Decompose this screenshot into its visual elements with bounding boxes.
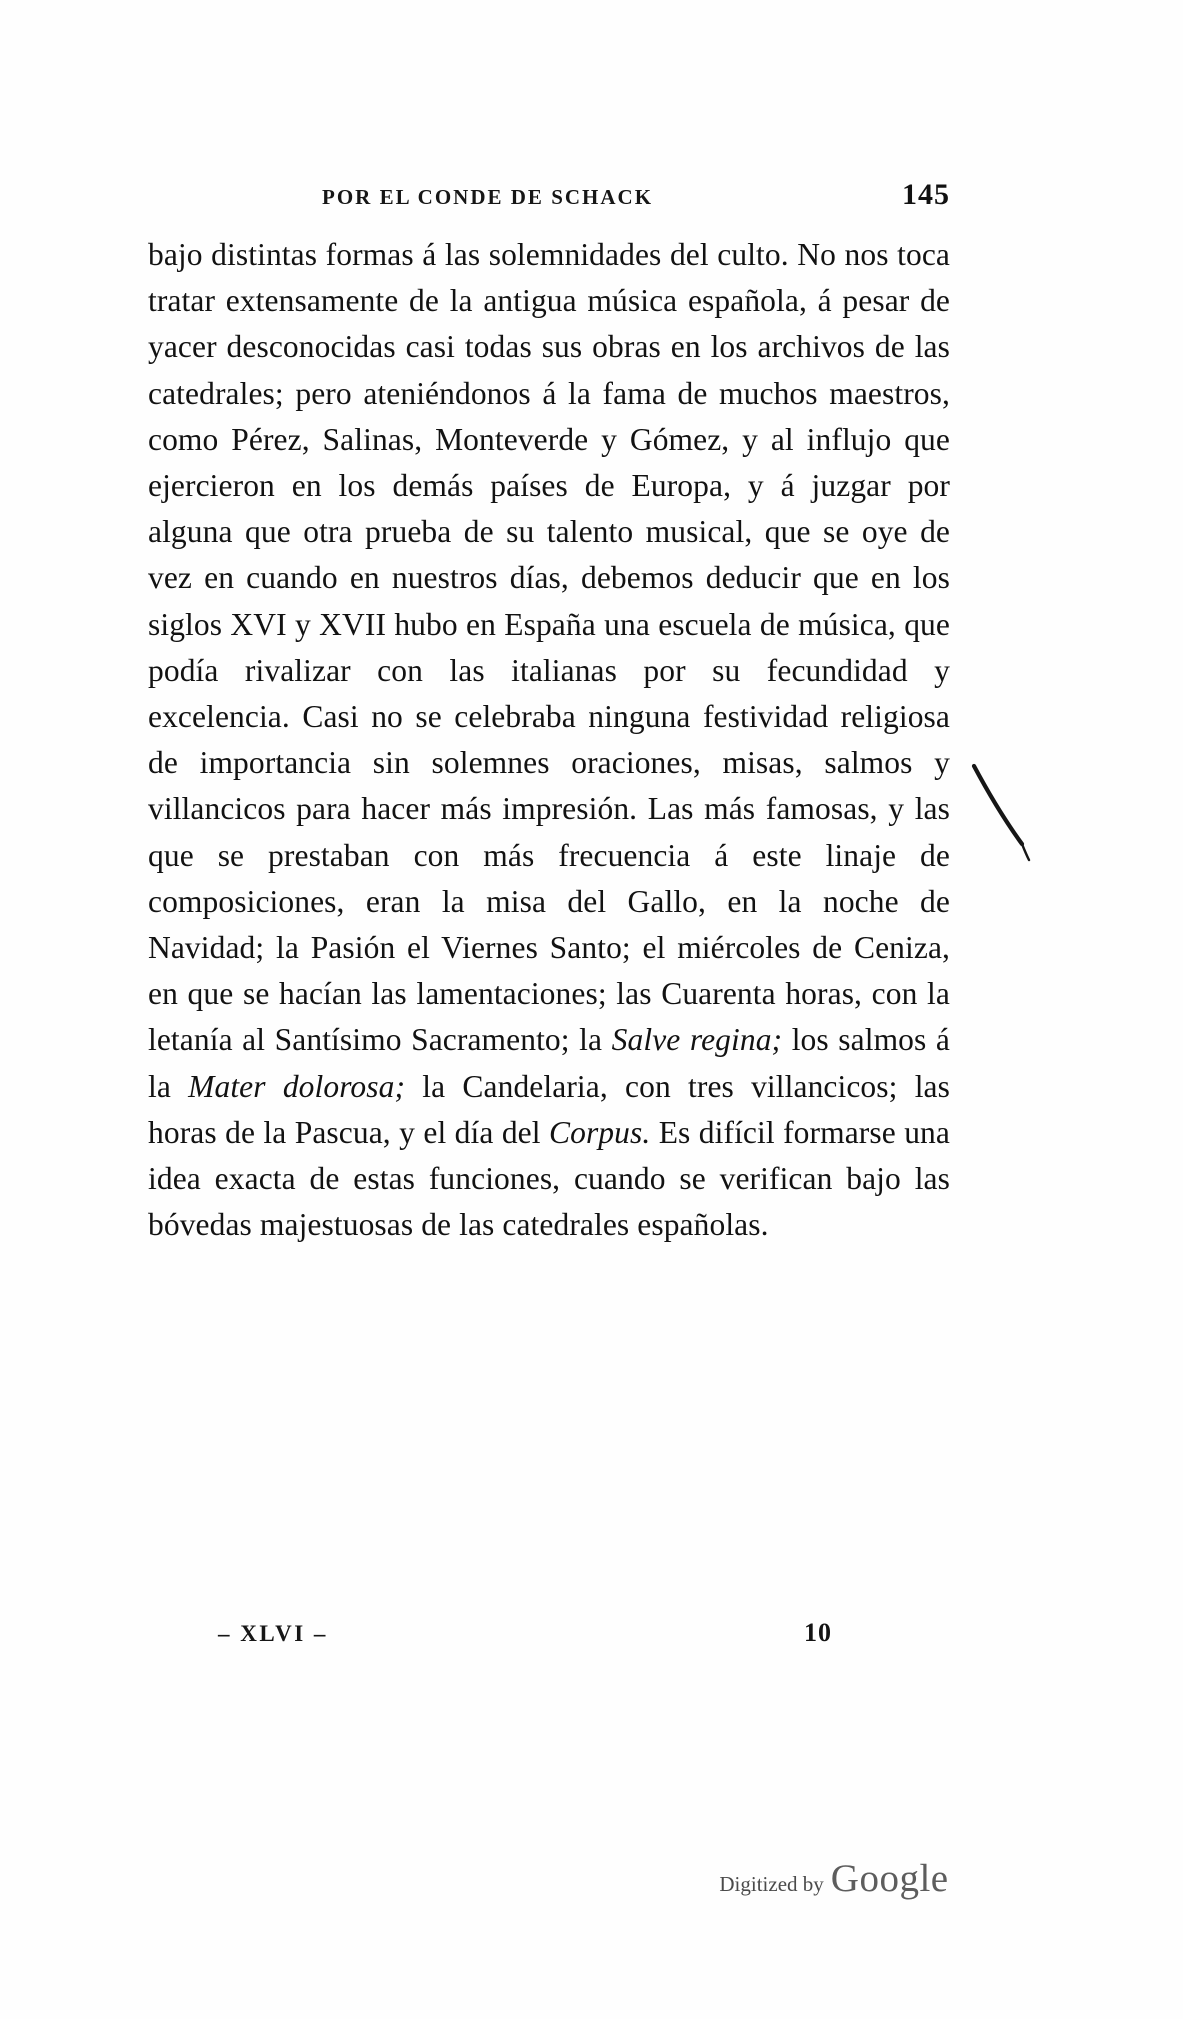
body-text-block [148, 232, 950, 1248]
google-wordmark: Google [830, 1857, 949, 1900]
italic-phrase: Corpus. [548, 1114, 651, 1150]
page-header [322, 178, 950, 212]
digitization-credit-inner [719, 1856, 948, 1901]
italic-phrase: Salve regina; [611, 1022, 783, 1058]
italic-phrase: Mater dolorosa; [188, 1068, 406, 1104]
digitization-credit [0, 1856, 1183, 1901]
digitized-by-label: Digitized by [719, 1872, 824, 1896]
paragraph-main: bajo distintas formas á las solemnidades del culto. No nos toca tratar extensamente de la antigua música española, á pesar de yacer desconocidas casi todas sus obras en los archivos de las catedrales; pero ateniéndonos á la fama de muchos maestros, como Pérez, Salinas, Monteverde y Gómez, y al influjo que ejercieron en los demás países de Europa, y á juzgar por alguna que otra prueba de su talento musical, que se oye de vez en cuando en nuestros días, debemos deducir que en los siglos XVI y XVII hubo en España una escuela de música, que podía rivalizar con las italianas por su fecundidad y excelencia. Casi no se celebraba ninguna festividad religiosa de importancia sin solemnes oraciones, misas, salmos y villancicos para hacer más impresión. Las más famosas, y las que se prestaban con más frecuencia á este linaje de composiciones, eran la misa del Gallo, en la noche de Navidad; la Pasión el Viernes Santo; el miércoles de Ceniza, en que se hacían las lamentaciones; las Cuarenta horas, con la letanía al Santísimo Sacramento; la Salve regina; los salmos á la Mater dolorosa; la Candelaria, con tres villancicos; las horas de la Pascua, y el día del Corpus. Es difícil formarse una idea exacta de estas funciones, cuando se verifican bajo las bóvedas majestuosas de las catedrales españolas. [148, 237, 951, 1243]
page-footer [148, 1618, 950, 1648]
page-number: 145 [902, 178, 950, 211]
sheet-number: 10 [804, 1618, 832, 1647]
signature-mark: – XLVI – [218, 1621, 328, 1646]
running-head: POR EL CONDE DE SCHACK [322, 185, 654, 209]
